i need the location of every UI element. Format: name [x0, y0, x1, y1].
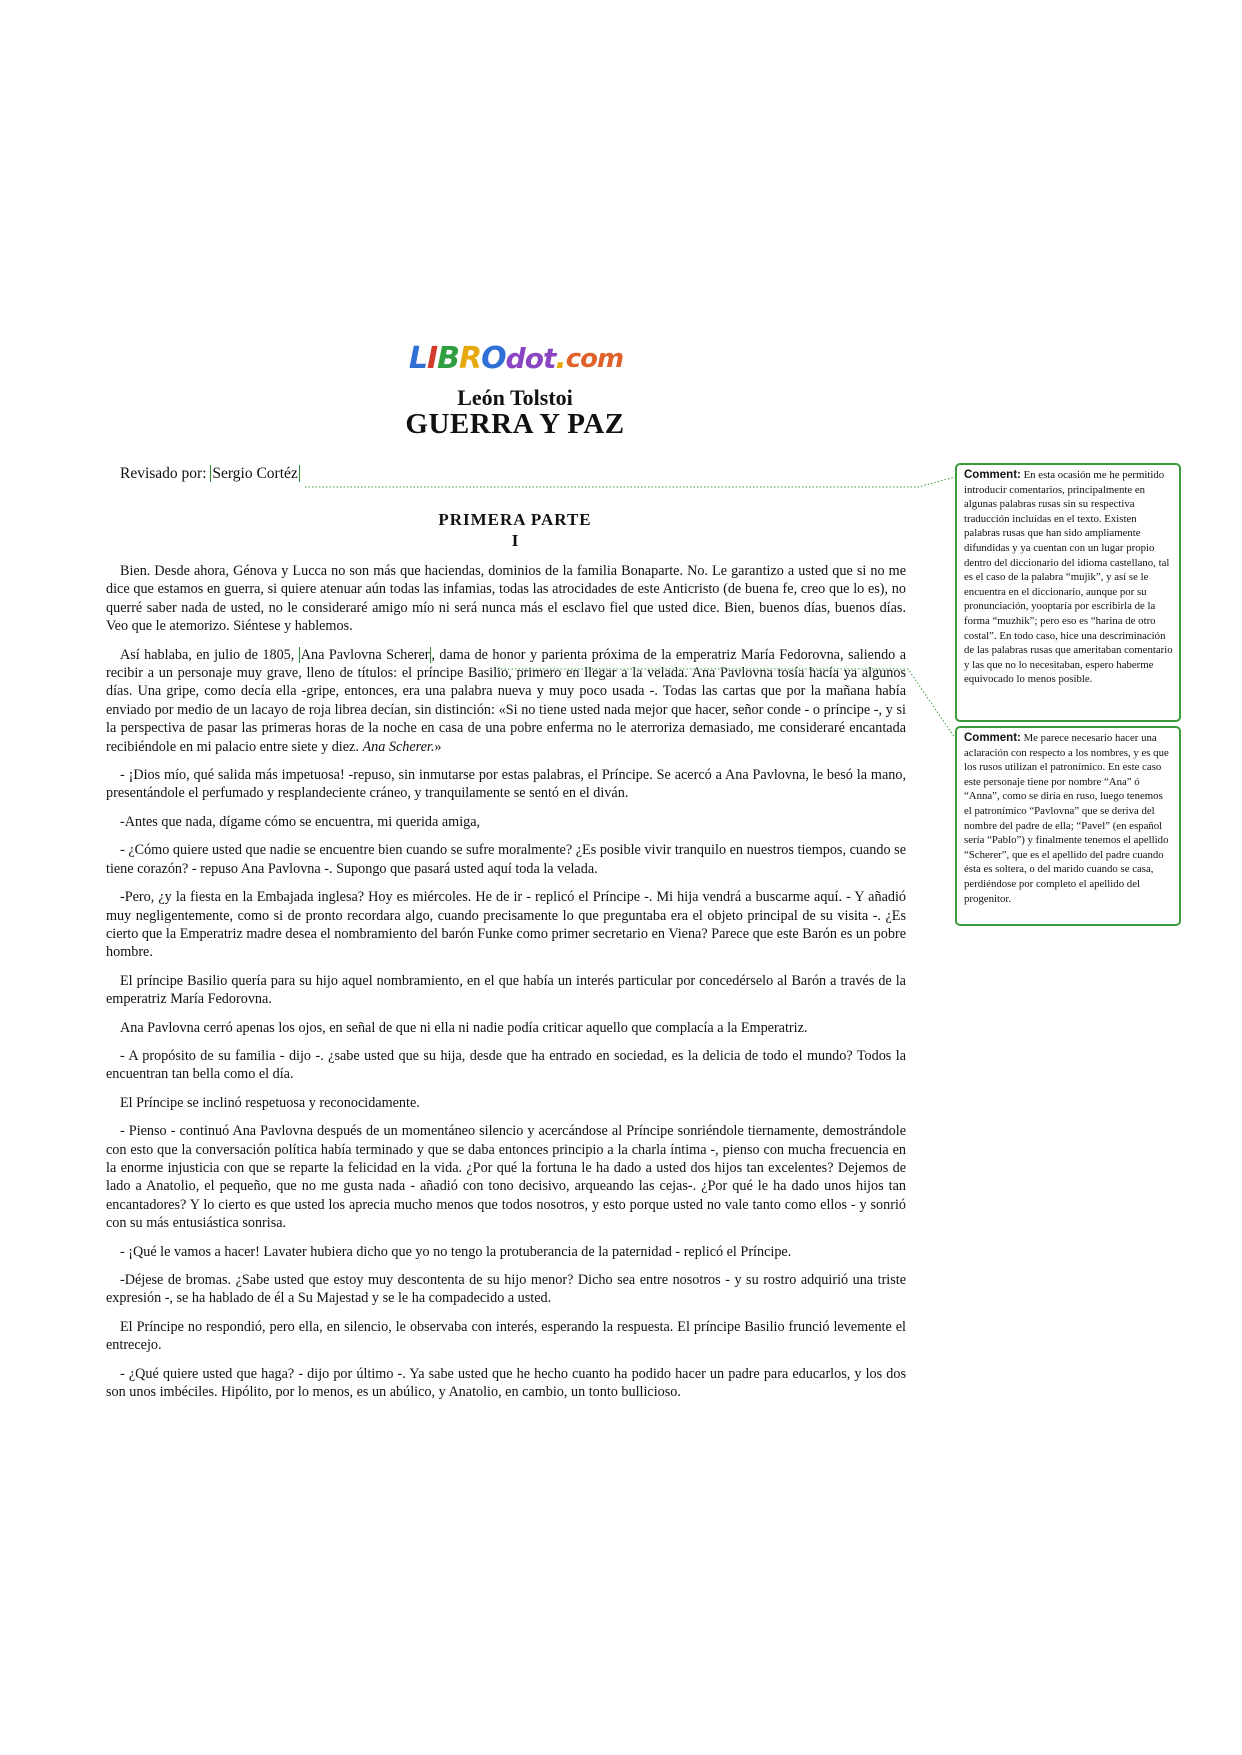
- paragraph: - ¡Dios mío, qué salida más impetuosa! -repuso, sin inmutarse por estas palabras, el Príncipe. Se acercó a Ana Pavlovna, le besó la mano, presentándole el perfumado y resplandeciente cráneo, y tranquilamente se sentó en el diván.: [106, 767, 906, 802]
- comment-balloon[interactable]: [955, 726, 1181, 926]
- paragraph: - ¡Qué le vamos a hacer! Lavater hubiera dicho que yo no tengo la protuberancia de la paternidad - replicó el Príncipe.: [120, 1243, 792, 1260]
- book-title: GUERRA Y PAZ: [405, 408, 625, 440]
- paragraph: Bien. Desde ahora, Génova y Lucca no son más que haciendas, dominios de la familia Bonaparte. No. Le garantizo a usted que si no me dice que estamos en guerra, si quiere atenuar aún todas las infamias, todas las atrocidades de este Anticristo (de buena fe, creo que lo es), no querré saber nada de usted, no le consideraré amigo mío ni será nunca más el esclavo fiel que usted dice. Bien, buenos días, buenos días. Veo que le atemorizo. Siéntese y hablemos.: [106, 563, 906, 635]
- paragraph: - ¿Qué quiere usted que haga? - dijo por último -. Ya sabe usted que he hecho cuanto ha podido hacer un padre para educarlos, y los dos son unos imbéciles. Hipólito, por lo menos, es un abúlico, y Anatolio, en cambio, un tonto bullicioso.: [106, 1365, 906, 1401]
- paragraph-text: Así hablaba, en julio de 1805,: [120, 646, 299, 663]
- comment-text: Me parece necesario hacer una aclaración con respecto a los nombres, y es que los rusos utilizan el patronímico. En este caso este personaje tiene por nombre “Ana” ó “Anna”, como se diría en ruso, luego tenemos el patronímico “Pavlovna” que se deriva del nombre del padre de ella; “Pavel” (en español sería “Pablo”) y finalmente tenemos el apellido “Scherer”, que es el apellido del padre cuando ésta es soltera, o del marido cuando se casa, perdiéndose por completo el apellido del progenitor.: [964, 732, 1169, 905]
- commented-name-ana-pavlovna[interactable]: Ana Pavlovna Scherer: [300, 646, 430, 663]
- paragraph: El príncipe Basilio quería para su hijo aquel nombramiento, en el que había un interés particular por concedérselo al Barón a través de la emperatriz María Fedorovna.: [106, 972, 906, 1008]
- reviewer-label: Revisado por:: [120, 465, 207, 482]
- comment-1-connector: [305, 477, 955, 487]
- logo-letter: O: [481, 341, 506, 376]
- logo-letter: L: [408, 341, 427, 376]
- comment-text: En esta ocasión me he permitido introducir comentarios, principalmente en algunas palabras rusas sin su respectiva traducción incluídas en el texto. Existen palabras rusas que han sido ampliamente difundidas y ya cuentan con un lugar propio dentro del diccionario del idioma castellano, tal es el caso de la palabra “mujik”, y así se le encuentra en el diccionario, aunque por su pronunciación, yooptaría por escribirla de la forma “muzhik”; pero eso es “harina de otro costal”. En todo caso, hice una descriminación de las palabras rusas que ameritaban comentario y las que no lo necesitaban, espero haberme equivocado lo menos posible.: [964, 469, 1173, 686]
- logo-letter: B: [437, 341, 460, 376]
- paragraph: Ana Pavlovna cerró apenas los ojos, en señal de que ni ella ni nadie podía criticar aquello que complacía a la Emperatriz.: [120, 1019, 808, 1036]
- logo-domain: com: [565, 344, 624, 374]
- reviewer-name[interactable]: Sergio Cortéz: [212, 465, 298, 482]
- paragraph: [106, 646, 906, 756]
- chapter-heading: I: [511, 531, 519, 550]
- paragraph-text: , dama de honor y parienta próxima de la emperatriz María Fedorovna, saliendo a recibir a un personaje muy grave, lleno de títulos: el príncipe Basilio, primero en llegar a la velada. Ana Pavlovna tosía hacía ya algunos días. Una gripe, como decía ella -gripe, entonces, era una palabra nueva y muy poco usada -. Todas las cartas que por la mañana había enviado por medio de un lacayo de roja librea decían, sin distinción: «Si no tiene usted nada mejor que hacer, señor conde - o príncipe -, y si la perspectiva de pasar las primeras horas de la noche en casa de una pobre enferma no le aterroriza demasiado, me consideraré encantada recibiéndole en mi palacio entre siete y diez.: [106, 646, 906, 755]
- paragraph: - Pienso - continuó Ana Pavlovna después de un momentáneo silencio y acercándose al Príncipe sonriéndole tiernamente, demostrándole con esto que la conversación política había terminado y que se daba entonces principio a la charla íntima -, pienso con mucha frecuencia en la enorme injusticia con que se reparte la felicidad en la vida. ¿Por qué la fortuna le ha dado a usted dos hijos tan excelentes? Dejemos de lado a Anatolio, el pequeño, que no me gusta nada - añadió con tono decisivo, arqueando las cejas-. ¿Por qué le ha dado unos hijos tan encantadores? Y lo cierto es que usted los aprecia mucho menos que todos nosotros, y esto porque usted no vale tanto como ellos - y sonrió con su más entusiástica sonrisa.: [106, 1123, 906, 1232]
- paragraph: El Príncipe no respondió, pero ella, en silencio, le observaba con interés, esperando la respuesta. El príncipe Basilio frunció levemente el entrecejo.: [106, 1318, 906, 1354]
- paragraph: -Déjese de bromas. ¿Sabe usted que estoy muy descontenta de su hijo menor? Dicho sea entre nosotros - y su rostro adquirió una triste expresión -, se ha hablado de él a Su Majestad y se le ha compadecido a usted.: [106, 1272, 906, 1307]
- author-name: León Tolstoi: [457, 385, 573, 410]
- logo-dot: .: [555, 341, 566, 376]
- comment-label: Comment:: [964, 732, 1021, 744]
- reviewer-line: [120, 465, 300, 483]
- paragraph: El Príncipe se inclinó respetuosa y reconocidamente.: [120, 1094, 420, 1111]
- part-heading: PRIMERA PARTE: [438, 510, 592, 529]
- logo-letter: R: [459, 341, 482, 376]
- paragraph: - A propósito de su familia - dijo -. ¿sabe usted que su hija, desde que ha entrado en sociedad, es la delicia de todo el mundo? Todos la encuentran tan bella como el día.: [106, 1047, 906, 1083]
- comment-label: Comment:: [964, 469, 1021, 481]
- paragraph: -Pero, ¿y la fiesta en la Embajada inglesa? Hoy es miércoles. He de ir - replicó el Príncipe -. Mi hija vendrá a buscarme aquí. - Y añadió muy negligentemente, como si de pronto recordara algo, cuando precisamente lo que preguntaba era el objeto principal de su visita -. ¿Es cierto que la Emperatriz madre desea el nombramiento del barón Funke como primer secretario en Viena? Parece que este Barón es un pobre hombre.: [106, 889, 906, 961]
- body-text: [106, 562, 906, 1411]
- librodot-logo: [400, 342, 632, 376]
- paragraph-text: »: [434, 738, 442, 755]
- signature-text: Ana Scherer.: [362, 738, 435, 755]
- paragraph: - ¿Cómo quiere usted que nadie se encuentre bien cuando se sufre moralmente? ¿Es posible vivir tranquilo en nuestros tiempos, cuando se tiene corazón? - repuso Ana Pavlovna -. Supongo que pasará usted aquí toda la velada.: [106, 842, 906, 877]
- paragraph: -Antes que nada, dígame cómo se encuentra, mi querida amiga,: [120, 813, 481, 830]
- logo-letter: I: [427, 341, 438, 376]
- comment-balloon[interactable]: [955, 463, 1181, 722]
- logo-word: dot: [505, 342, 556, 375]
